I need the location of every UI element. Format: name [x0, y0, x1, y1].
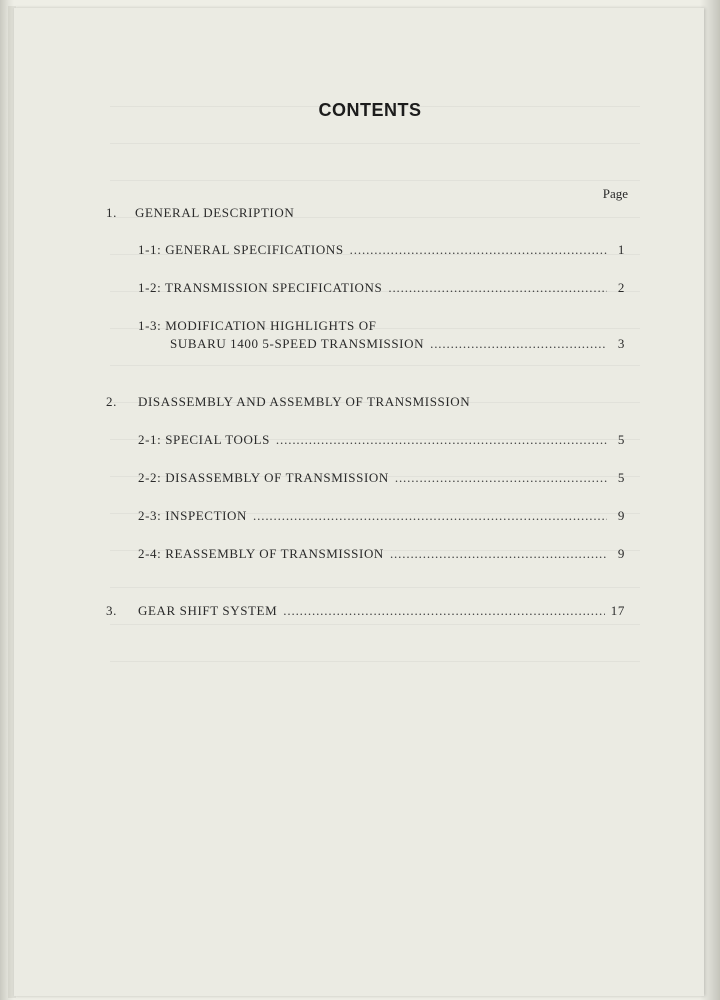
toc-entry-leader — [138, 603, 625, 619]
dot-leader — [350, 242, 607, 258]
toc-entry-leader — [138, 432, 625, 448]
toc-entry-page: 9 — [617, 508, 625, 523]
toc-entry-page: 3 — [617, 336, 625, 351]
section-title: DISASSEMBLY AND ASSEMBLY OF TRANSMISSION — [138, 394, 471, 409]
section-title: GEAR SHIFT SYSTEM — [138, 603, 278, 618]
toc-entry-label-cont: SUBARU 1400 5-SPEED TRANSMISSION — [170, 336, 425, 351]
toc-entry-label: 2-4: REASSEMBLY OF TRANSMISSION — [138, 546, 384, 561]
section-number: 1. — [106, 205, 117, 220]
section-number: 2. — [106, 394, 117, 409]
toc-entry-leader — [138, 546, 625, 562]
dot-leader — [395, 470, 607, 486]
toc-entry-label: 1-1: GENERAL SPECIFICATIONS — [138, 242, 344, 257]
toc-entry-leader — [170, 336, 625, 352]
page-column-header: Page — [602, 186, 628, 201]
document-page — [14, 8, 704, 996]
toc-entry-label: 2-1: SPECIAL TOOLS — [138, 432, 270, 447]
toc-entry-page: 2 — [617, 280, 625, 295]
toc-entry-label: 2-2: DISASSEMBLY OF TRANSMISSION — [138, 470, 389, 485]
toc-entry-label: 1-3: MODIFICATION HIGHLIGHTS OF — [138, 318, 377, 333]
dot-leader — [388, 280, 607, 296]
dot-leader — [276, 432, 607, 448]
contents-title: CONTENTS — [318, 100, 422, 120]
dot-leader — [283, 603, 605, 619]
toc-entry-leader — [138, 280, 625, 296]
dot-leader — [253, 508, 607, 524]
toc-entry-page: 17 — [610, 603, 625, 618]
toc-entry-label: 2-3: INSPECTION — [138, 508, 248, 523]
toc-entry-page: 9 — [617, 546, 625, 561]
toc-entry-page: 5 — [617, 470, 625, 485]
toc-entry-label: 1-2: TRANSMISSION SPECIFICATIONS — [138, 280, 383, 295]
dot-leader — [430, 336, 607, 352]
toc-entry-leader — [138, 508, 625, 524]
toc-entry-leader — [138, 470, 625, 486]
dot-leader — [390, 546, 607, 562]
toc-entry-page: 5 — [617, 432, 625, 447]
toc-entry-leader — [138, 242, 625, 258]
section-number: 3. — [106, 603, 117, 618]
section-title: GENERAL DESCRIPTION — [135, 205, 295, 220]
toc-entry-page: 1 — [617, 242, 625, 257]
